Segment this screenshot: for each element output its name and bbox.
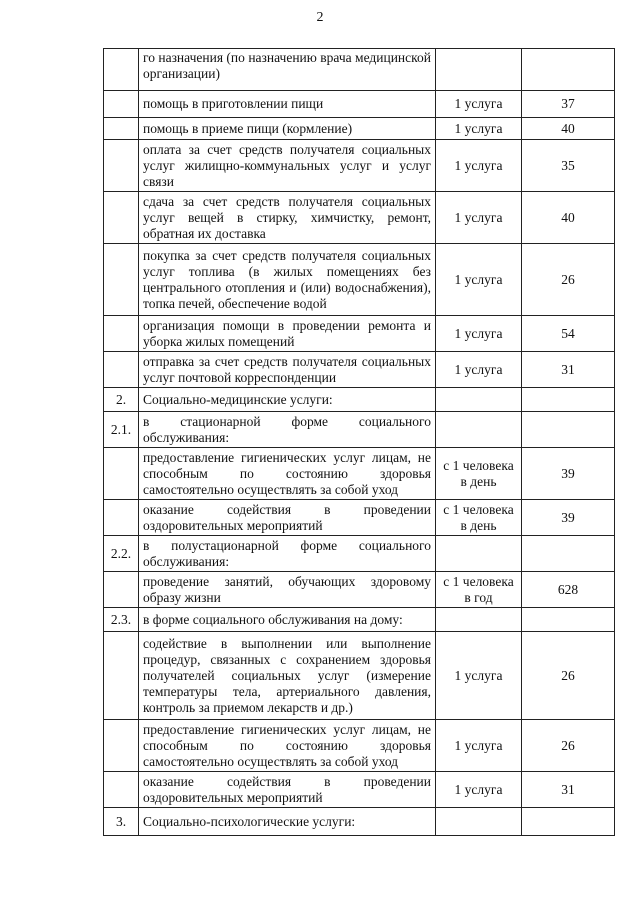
service-price: 39 xyxy=(522,448,615,500)
service-price: 35 xyxy=(522,140,615,192)
service-name: помощь в приготовлении пищи xyxy=(139,91,436,118)
row-number xyxy=(104,352,139,388)
page-number: 2 xyxy=(316,10,324,25)
row-number: 2. xyxy=(104,388,139,412)
service-name: оказание содействия в проведении оздоровительных мероприятий xyxy=(139,500,436,536)
subsection-title: в полустационарной форме социального обслуживания: xyxy=(139,536,436,572)
table-row xyxy=(104,352,615,388)
row-number xyxy=(104,316,139,352)
table-row xyxy=(104,91,615,118)
row-number xyxy=(104,91,139,118)
row-number xyxy=(104,49,139,91)
services-table-body xyxy=(104,49,615,836)
table-row xyxy=(104,720,615,772)
subsection-title: в стационарной форме социального обслуживания: xyxy=(139,412,436,448)
table-row xyxy=(104,412,615,448)
service-unit: 1 услуга xyxy=(436,140,522,192)
service-unit: 1 услуга xyxy=(436,720,522,772)
service-unit: 1 услуга xyxy=(436,118,522,140)
service-name: проведение занятий, обучающих здоровому образу жизни xyxy=(139,572,436,608)
table-row xyxy=(104,608,615,632)
row-number xyxy=(104,632,139,720)
row-number: 2.1. xyxy=(104,412,139,448)
table-row xyxy=(104,388,615,412)
table-row xyxy=(104,772,615,808)
service-unit: 1 услуга xyxy=(436,244,522,316)
service-price: 40 xyxy=(522,118,615,140)
row-number: 3. xyxy=(104,808,139,836)
service-price xyxy=(522,49,615,91)
row-number xyxy=(104,118,139,140)
service-unit: 1 услуга xyxy=(436,632,522,720)
table-row xyxy=(104,808,615,836)
service-unit xyxy=(436,388,522,412)
service-price: 54 xyxy=(522,316,615,352)
table-row xyxy=(104,572,615,608)
service-unit: с 1 человека в день xyxy=(436,500,522,536)
table-row xyxy=(104,536,615,572)
section-title: Социально-медицинские услуги: xyxy=(139,388,436,412)
row-number xyxy=(104,448,139,500)
service-unit xyxy=(436,536,522,572)
service-name: оплата за счет средств получателя социальных услуг жилищно-коммунальных услуг и услуг связи xyxy=(139,140,436,192)
service-unit: с 1 человека в год xyxy=(436,572,522,608)
service-price xyxy=(522,608,615,632)
table-row xyxy=(104,632,615,720)
service-price: 37 xyxy=(522,91,615,118)
service-unit: с 1 человека в день xyxy=(436,448,522,500)
subsection-title: в форме социального обслуживания на дому: xyxy=(139,608,436,632)
services-table xyxy=(103,48,615,836)
service-name: содействие в выполнении или выполнение процедур, связанных с сохранением здоровья получателей социальных услуг (измерение температуры тела, артериального давления, контроль за приемом лекарств и др.) xyxy=(139,632,436,720)
service-price: 628 xyxy=(522,572,615,608)
service-unit xyxy=(436,808,522,836)
row-number xyxy=(104,500,139,536)
table-row xyxy=(104,448,615,500)
service-unit xyxy=(436,608,522,632)
table-row xyxy=(104,244,615,316)
table-row xyxy=(104,140,615,192)
service-price xyxy=(522,412,615,448)
service-price: 31 xyxy=(522,772,615,808)
service-name: покупка за счет средств получателя социальных услуг топлива (в жилых помещениях без центрального отопления и (или) водоснабжения), топка печей, обеспечение водой xyxy=(139,244,436,316)
table-row xyxy=(104,500,615,536)
table-row xyxy=(104,118,615,140)
service-price: 26 xyxy=(522,632,615,720)
row-number xyxy=(104,140,139,192)
row-number xyxy=(104,244,139,316)
service-price: 39 xyxy=(522,500,615,536)
service-price xyxy=(522,388,615,412)
row-number xyxy=(104,720,139,772)
service-unit xyxy=(436,412,522,448)
table-row xyxy=(104,49,615,91)
service-name: помощь в приеме пищи (кормление) xyxy=(139,118,436,140)
service-name: отправка за счет средств получателя социальных услуг почтовой корреспонденции xyxy=(139,352,436,388)
section-title: Социально-психологические услуги: xyxy=(139,808,436,836)
service-price: 40 xyxy=(522,192,615,244)
service-price: 31 xyxy=(522,352,615,388)
row-number xyxy=(104,192,139,244)
service-unit: 1 услуга xyxy=(436,192,522,244)
service-price: 26 xyxy=(522,720,615,772)
service-unit: 1 услуга xyxy=(436,316,522,352)
service-price: 26 xyxy=(522,244,615,316)
service-name: го назначения (по назначению врача медицинской организации) xyxy=(139,49,436,91)
service-unit: 1 услуга xyxy=(436,91,522,118)
service-name: предоставление гигиенических услуг лицам, не способным по состоянию здоровья самостоятельно осуществлять за собой уход xyxy=(139,720,436,772)
service-price xyxy=(522,536,615,572)
table-row xyxy=(104,316,615,352)
service-unit xyxy=(436,49,522,91)
service-unit: 1 услуга xyxy=(436,352,522,388)
service-name: организация помощи в проведении ремонта и уборка жилых помещений xyxy=(139,316,436,352)
table-row xyxy=(104,192,615,244)
service-name: сдача за счет средств получателя социальных услуг вещей в стирку, химчистку, ремонт, обратная их доставка xyxy=(139,192,436,244)
service-name: оказание содействия в проведении оздоровительных мероприятий xyxy=(139,772,436,808)
row-number: 2.2. xyxy=(104,536,139,572)
row-number xyxy=(104,572,139,608)
service-name: предоставление гигиенических услуг лицам, не способным по состоянию здоровья самостоятельно осуществлять за собой уход xyxy=(139,448,436,500)
row-number xyxy=(104,772,139,808)
service-unit: 1 услуга xyxy=(436,772,522,808)
row-number: 2.3. xyxy=(104,608,139,632)
service-price xyxy=(522,808,615,836)
